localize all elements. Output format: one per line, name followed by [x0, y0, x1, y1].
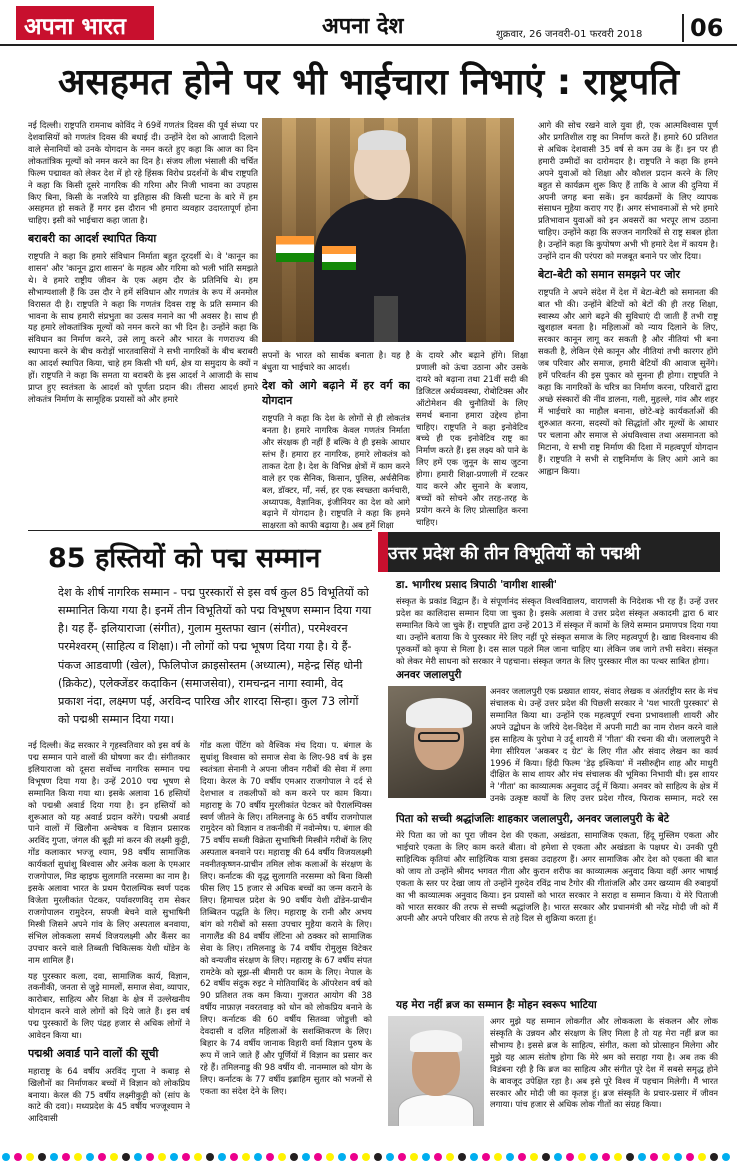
article-paragraph: अगर मुझे यह सम्मान लोकगीत और लोककला के संकलन और लोक संस्कृति के उन्नयन और संरक्षण के लिए मिला है तो यह मेरा नहीं ब्रज का सौभाग्य है। इससे ब्रज के साहित्य, संगीत, कला को प्रोत्साहन मिलेगा और मुझे यह आत्म संतोष होगा कि मेरे श्रम को सराहा गया है। अब तक की विडंबना रही है कि ब्रज का साहित्य और संगीत पूरे देश में सबसे समृद्ध होने के बावजूद उपेक्षित रहा है। अब इसे पूरे विश्व में पहचान मिलेगी। मैं भारत सरकार और मोदी जी का कृतज्ञ हूं। ब्रज संस्कृति के प्रचार-प्रसार में जीवन लगाया। पांच हजार से अधिक लोक गीतों का संग्रह किया। — [490, 1016, 718, 1110]
registration-dot — [710, 1153, 718, 1161]
portrait-hair — [406, 698, 472, 728]
section-divider — [28, 530, 372, 531]
indian-flag-icon — [322, 246, 356, 270]
article-paragraph: राष्ट्रपति ने अपने संदेश में देश में बेटा-बेटी को समानता की बात भी की। उन्होंने बेटियों को बेटों की ही तरह शिक्षा, स्वास्थ्य और आगे बढ़ने की सुविधाएं दी जाती हैं तभी राष्ट्र खुशहाल बनता है। महिलाओं को न्याय दिलाने के लिए, सरकार कानून लागू कर सकती है और नीतियां भी बना सकती है, लेकिन ऐसे कानून और नीतियां तभी कारगर होंगे जब परिवार और समाज, हमारी बेटियों की आवाज सुनेंगे। हमें परिवर्तन की इस पुकार को सुनना ही होगा। राष्ट्रपति ने कहा कि नागरिकों के चरित्र का निर्माण करना, परिवारों द्वारा अच्छे संस्कारों की नींव डालना, गली, मुहल्ले, गांव और शहर में भाईचारे का माहौल बनाना, छोटे-बड़े कार्यकर्ताओं की शुरुआत करना, सदस्यों को सिद्धांतों और मूल्यों के आधार पर चलाना और समाज से अंधविश्वास तथा असमानता को मिटाना, ये सभी राष्ट्र निर्माण की दिशा में महत्वपूर्ण योगदान हैं। राष्ट्रपति ने सभी से राष्ट्रनिर्माण के लिए आगे आने का आह्वान किया। — [538, 286, 718, 476]
tribute-heading: पिता को सच्ची श्रद्धांजलिः शाहकार जलालपुरी, अनवर जलालपुरी के बेटे — [396, 813, 670, 825]
mohan-heading: यह मेरा नहीं ब्रज का सम्मान हैः मोहन स्वरूप भाटिया — [396, 999, 597, 1011]
anwar-heading: अनवर जलालपुरी — [396, 669, 462, 681]
article-paragraph: यह पुरस्कार कला, दवा, सामाजिक कार्य, विज्ञान, तकनीकी, जनता से जुड़े मामलों, समाज सेवा, व्यापार, कारोबार, साहित्य और शिक्षा के क्षेत्र में उल्लेखनीय योगदान करने वाले लोगों को दिये जाते हैं। इस वर्ष पद्म पुरस्कारों के लिए पंद्रह हजार से अधिक लोगों ने आवेदन किया था। — [28, 970, 190, 1041]
anwar-jalalpuri-photo — [388, 686, 486, 798]
registration-dot — [266, 1153, 274, 1161]
article-paragraph: अनवर जलालपुरी एक प्रख्यात शायर, संवाद लेखक व अंतर्राष्ट्रीय स्तर के मंच संचालक थे। उन्हें उत्तर प्रदेश की पिछली सरकार ने 'यश भारती पुरस्कार' से सम्मानित किया था। उन्होंने एक महत्वपूर्ण रचना प्रभावशाली शायरी और अपने उद्बोधन के जरिये देश-विदेश में अपनी माटी का नाम रोशन करने वाले इस साहित्य के पुरोधा ने उर्दू शायरी में 'गीता' की रचना की थी। जलालपुरी ने मेगा सीरियल 'अकबर द ग्रेट' के लिए गीत और संवाद लेखन का कार्य 1996 में किया। हिंदी फिल्म 'डेढ़ इश्किया' में नसीरुद्दीन शाह और माधुरी दीक्षित के साथ शायर और मंच संचालक की भूमिका निभायी थी। इस शायर ने 'गीता' का काव्यात्मक अनुवाद उर्दू में किया। अनवर को साहित्य के क्षेत्र में उनके उत्कृष्ट कार्यों के लिए उत्तर प्रदेश गौरव, फिराक सम्मान, मदरे रस — [490, 686, 718, 804]
article-paragraph: संस्कृत के प्रकांड विद्वान हैं। वे संपूर्णानंद संस्कृत विश्वविद्यालय, वाराणसी के निदेशक भी रह हैं। उन्हें उत्तर प्रदेश का कालिदास सम्मान दिया जा चुका है। इसके अलावा वे उत्तर प्रदेश संस्कृत अकादमी द्वारा 6 बार सम्मानित किये जा चुके हैं। राष्ट्रपति द्वारा उन्हें 2013 में संस्कृत में कामों के लिये सम्मान प्रमाणपत्र दिया गया था। उन्होंने बताया कि ये पुरस्कार मेरे लिए नहीं पूरे संस्कृत समाज के लिए महत्वपूर्ण है। खाद्य विश्वनाथ की पूरुकर्मों को कृपा से मिला है। दस साल पहले मिल जाना चाहिए था। लेकिन जब जागे तभी सवेरा। संस्कृत को लेकर मेरी साधना को सरकार ने पहचाना। संस्कृत जगत के लिए पुरस्कार मील का पत्थर साबित होगा। — [396, 596, 718, 666]
registration-dot — [62, 1153, 70, 1161]
registration-dot — [194, 1153, 202, 1161]
registration-dot — [674, 1153, 682, 1161]
registration-dot — [410, 1153, 418, 1161]
registration-dot — [446, 1153, 454, 1161]
registration-dot — [122, 1153, 130, 1161]
registration-dot — [218, 1153, 226, 1161]
article-paragraph: सपनों के भारत को सार्थक बनाता है। यह है बंधुता या भाईचारे का आदर्श। — [262, 350, 410, 372]
registration-dot — [722, 1153, 730, 1161]
subheading: बराबरी का आदर्श स्थापित किया — [28, 232, 157, 246]
mohan-text — [490, 1016, 718, 1146]
article-paragraph: राष्ट्रपति ने कहा कि देश के लोगों से ही लोकतंत्र बनता है। हमारे नागरिक केवल गणतंत्र निर्माता और संरक्षक ही नहीं हैं बल्कि वे ही इसके आधार स्तंभ हैं। हमारा हर नागरिक, हमारे लोकतंत्र को ताकत देता है। देश के विभिन्न क्षेत्रों में काम करने वाले हर एक सैनिक, किसान, पुलिस, अर्धसैनिक बल, डॉक्टर, माँ, नर्स, हर एक स्वच्छता कर्मचारी, अध्यापक, वैज्ञानिक, इंजीनियर का देश को आगे बढ़ाने में योगदान है। राष्ट्रपति ने कहा कि हमने साक्षरता को काफी बढ़ाया है। अब हमें शिक्षा — [262, 413, 410, 531]
article-paragraph: मेरे पिता का जो का पूरा जीवन देश की एकता, अखंडता, सामाजिक एकता, हिंदू मुस्लिम एकता और भाईचारे एकता के लिए काम करते बीता। वो हमेशा से एकता और अखंडता के पक्षधर थे। उनकी पूरी साहित्यिक कृतियां और साहित्यिक यात्रा इसका उदाहरण हैं। अगर सामाजिक और देश को एकता की बात को जाय तो उन्होंने श्रीमद भगवत गीता और कुरान शरीफ का काव्यात्मक अनुवाद किया वहीं अगर भाषाई एकता के स्तर पर देखा जाय तो उन्होंने गुरुदेव रविंद्र नाथ टैगोर की गीतांजलि और उमर खय्याम की रुबाइयों का भी काव्यात्मक अनुवाद किया। इन प्रयासों को भारत सरकार ने सराहा व सम्मान किया। ये मेरे पिताजी को भारत सरकार की तरफ से सच्ची श्रद्धांजलि है। भारत सरकार और प्रधानमंत्री श्री नरेंद्र मोदी जी को मैं अपनी और अपने परिवार की तरफ से तहे दिल से शुक्रिया करता हूं। — [396, 830, 718, 924]
president-hair — [358, 130, 406, 150]
section-name: अपना देश — [322, 14, 404, 39]
registration-dot — [74, 1153, 82, 1161]
article-paragraph: राष्ट्रपति ने कहा कि हमारे संविधान निर्माता बहुत दूरदर्शी थे। वे 'कानून का शासन' और 'कानून द्वारा शासन' के महत्व और गरिमा को भली भांति समझते थे। वे हमारे राष्ट्रीय जीवन के एक अहम दौर के प्रतिनिधि थे। हम सौभाग्यशाली हैं कि उस दौर ने हमें संविधान और गणतंत्र के रूप में अनमोल विरासत दी है। राष्ट्रपति ने कहा कि गणतंत्र दिवस राष्ट्र के प्रति सम्मान की भावना के साथ हमारी संप्रभुता का उत्सव मनाने का भी अवसर है। साथ ही यह हमारे लोकतांत्रिक मूल्यों को नमन करने का भी दिन है। उन्होंने कहा कि संविधान का निर्माण करने, उसे लागू करने और भारत के गणराज्य की स्थापना करने के बीच करोड़ों भारतवासियों ने सभी नागरिकों के बीच बराबरी का आदर्श स्थापित किया, चाहे हम किसी भी धर्म, क्षेत्र या समुदाय के क्यों न हों। राष्ट्रपति ने कहा कि समता या बराबरी के इस आदर्श ने आजादी के साथ प्राप्त हुए स्वतंत्रता के आदर्श को पूर्णता प्रदान की। तीसरा आदर्श हमारे लोकतंत्र निर्माण के सामूहिक प्रयासों को और हमारे — [28, 250, 258, 404]
main-story-column-3 — [416, 350, 528, 534]
registration-dot — [50, 1153, 58, 1161]
microphone-icon — [374, 296, 398, 342]
registration-dot — [230, 1153, 238, 1161]
registration-dot — [518, 1153, 526, 1161]
registration-dot — [662, 1153, 670, 1161]
registration-dot — [566, 1153, 574, 1161]
portrait-body — [398, 1094, 474, 1126]
tribute-text — [396, 830, 718, 998]
registration-dot — [434, 1153, 442, 1161]
mohan-swaroop-bhatia-photo — [388, 1016, 484, 1126]
registration-dot — [182, 1153, 190, 1161]
registration-dot — [26, 1153, 34, 1161]
registration-dot — [650, 1153, 658, 1161]
padma-column-2 — [200, 740, 372, 1146]
shastri-heading: डा. भागीरथ प्रसाद त्रिपाठी 'वागीश शास्त्री' — [396, 579, 557, 591]
subheading: देश को आगे बढ़ाने में हर वर्ग का योगदान — [262, 378, 410, 408]
anwar-text-right — [490, 686, 718, 804]
registration-dot — [242, 1153, 250, 1161]
indian-flag-icon — [276, 236, 314, 262]
registration-dot — [134, 1153, 142, 1161]
registration-dot — [302, 1153, 310, 1161]
registration-dot — [458, 1153, 466, 1161]
registration-dot — [374, 1153, 382, 1161]
dateline: शुक्रवार, 26 जनवरी-01 फरवरी 2018 — [496, 29, 643, 40]
registration-dot — [602, 1153, 610, 1161]
registration-dot — [254, 1153, 262, 1161]
article-paragraph: आगे की सोच रखने वाले युवा ही, एक आत्मविश्वास पूर्ण और प्रगतिशील राष्ट्र का निर्माण करते हैं। हमारे 60 प्रतिशत से अधिक देशवासी 35 वर्ष से कम उम्र के हैं। इन पर ही हमारी उम्मीदों का दारोमदार है। राष्ट्रपति ने कहा कि हमने अपने युवाओं को शिक्षा और कौशल प्रदान करने के लिए बहुत से कार्यक्रम शुरू किए हैं ताकि वे आज की दुनिया में अपनी जगह बना सकें। इन कार्यक्रमों के लिए व्यापक संसाधन मुहैया कराए गए हैं। अगर संभावनाओं से भरे हमारे प्रतिभावान युवाओं को इन अवसरों का भरपूर लाभ उठाना चाहिए। उन्होंने कहा कि सज्जन नागरिकों से राष्ट्र सबल होता है। उन्होंने कहा कि कुपोषण अभी भी हमारे देश में कायम है। उन्होंने दान की परंपरा को मजबूत बनाने पर जोर दिया। — [538, 120, 718, 262]
main-story-column-4 — [538, 120, 718, 534]
registration-dot — [338, 1153, 346, 1161]
registration-dot — [350, 1153, 358, 1161]
registration-dot — [542, 1153, 550, 1161]
registration-dot — [626, 1153, 634, 1161]
registration-dot — [698, 1153, 706, 1161]
registration-dot — [578, 1153, 586, 1161]
main-story-column-1 — [28, 120, 258, 534]
article-paragraph: के दायरे और बढ़ाने होंगे। शिक्षा प्रणाली को ऊंचा उठाना और उसके दायरे को बढ़ाना तथा 21वीं सदी की डिजिटल अर्थव्यवस्था, रोबोटिक्स और ऑटोमेशन की चुनौतियों के लिए समर्थ बनाना हमारा उद्देश्य होना चाहिए। राष्ट्रपति ने कहा इनोवेटिव बच्चे ही एक इनोवेटिव राष्ट्र का निर्माण करते हैं। इस लक्ष्य को पाने के लिए हमें एक जुनून के साथ जुटना होगा। हमारी शिक्षा-प्रणाली में रटकर याद करने और सुनाने के बजाय, बच्चों को सोचने और तरह-तरह के प्रयोग करने के लिए प्रोत्साहित करना चाहिए। — [416, 350, 528, 527]
registration-dot — [482, 1153, 490, 1161]
registration-dot — [86, 1153, 94, 1161]
registration-dot — [170, 1153, 178, 1161]
article-paragraph: गोंड कला पेंटिंग को वैश्विक मंच दिया। प. बंगाल के सुधांशु विश्वास को समाज सेवा के लिए-98 वर्ष के इस स्वतंत्रता सेनानी ने अपना जीवन गरीबों की सेवा में लगा दिया। केरल के 70 वर्षीय एमआर राजगोपाल ने दर्द से देशभाल व तकलीफों को कम करने पर काम किया। महाराष्ट्र के 70 वर्षीय मुरलीकांत पेटकर को पैरालम्पिक्स स्वर्ण जीतने के लिए। तमिलनाडु के 65 वर्षीय राजगोपाल रामुदेरन को विज्ञान व तकनीकी में नवोन्मेष। प. बंगाल की 75 वर्षीय सब्जी विक्रेता सुभाषिनी मिस्त्रीने गरीबों के लिए अस्पताल बनवाने पर। महाराष्ट्र की 64 वर्षीय विजयलक्ष्मी नवनीतकृष्णन-प्राचीन तमिल लोक कलाओं के संरक्षण के लिए। कर्नाटक की वृद्ध सुलागति नरसम्मा को बिना किसी फीस लिए 15 हजार से अधिक बच्चों का जन्म कराने के लिए। हिमाचल प्रदेश के 90 वर्षीय येशी ढोंडेन-प्राचीन तिब्बितन पद्धति के लिए। महाराष्ट्र के रानी और अभय बांग को गरीबों को सस्ता उपचार मुहैया कराने के लिए। नागालैंड की 84 वर्षीय लेंटिना ओ ठक्कर को सामाजिक सेवा के लिए। तमिलनाडु के 74 वर्षीय रोमुलुस विटेकर को वन्यजीव संरक्षण के लिए। महाराष्ट्र के 67 वर्षीय संपत रामटेके को सूझ-सी बीमारी पर काम के लिए। नेपाल के 62 वर्षीय संदुक रुइट ने मोतियाबिंद के ऑपरेशन वर्ष को 90 प्रतिशत तक कम किया। गुजरात आयोग की 38 वर्षीय नाफ़ाज़ नवरतवाड़ को धोन को लोकप्रिय बनाने के लिए। कर्नाटक की 60 वर्षीय सितव्वा जोडुत्ती को देवदासी व दलित महिलाओं के सशक्तिकरण के लिए। बिहार के 74 वर्षीय जानाक विहारी वर्मा विज्ञान पुरुष के रूप में जाने जाते हैं और पूर्णियों में विज्ञान का प्रसार कर रहे हैं। तमिलनाडु की 98 वर्षीय वी. नानम्माल को योग के लिए। कर्नाटक के 77 वर्षीय इब्राहिम सुतार को भजनों से एकता का संदेश देने के लिए। — [200, 740, 372, 1096]
padma-headline: 85 हस्तियों को पद्म सम्मान — [48, 543, 321, 574]
registration-dot — [530, 1153, 538, 1161]
registration-dot — [362, 1153, 370, 1161]
registration-dot — [314, 1153, 322, 1161]
up-padmashri-banner — [378, 532, 720, 572]
registration-dot — [494, 1153, 502, 1161]
article-paragraph: महाराष्ट्र के 64 वर्षीय अरविंद गुप्ता ने कबाड़ से खिलौनों का निर्माणकर बच्चों में विज्ञान को लोकप्रिय बनाया। केरल की 75 वर्षीय लक्ष्मीकुट्टी को (सांप के काटे की दवा)। मध्यप्रदेश के 45 वर्षीय भज्जूश्याम ने आदिवासी — [28, 1065, 190, 1124]
portrait-hair — [410, 1030, 462, 1052]
glasses-icon — [418, 732, 460, 742]
subheading: पद्मश्री अवार्ड पाने वालों की सूची — [28, 1047, 159, 1061]
main-headline: असहमत होने पर भी भाईचारा निभाएं : राष्ट्रपति — [57, 62, 680, 103]
registration-dot — [614, 1153, 622, 1161]
registration-dot — [686, 1153, 694, 1161]
registration-dot — [386, 1153, 394, 1161]
print-color-bar — [0, 1148, 737, 1160]
registration-dot — [158, 1153, 166, 1161]
registration-dot — [506, 1153, 514, 1161]
president-photo — [262, 118, 514, 342]
registration-dot — [326, 1153, 334, 1161]
registration-dot — [290, 1153, 298, 1161]
page-number: 06 — [682, 14, 723, 42]
registration-dot — [470, 1153, 478, 1161]
registration-dot — [2, 1153, 10, 1161]
main-story-column-2 — [262, 350, 410, 534]
registration-dot — [98, 1153, 106, 1161]
registration-dot — [398, 1153, 406, 1161]
registration-dot — [38, 1153, 46, 1161]
padma-column-1 — [28, 740, 190, 1146]
subheading: बेटा-बेटी को समान समझने पर जोर — [538, 268, 681, 282]
article-paragraph: नई दिल्ली। राष्ट्रपति रामनाथ कोविंद ने 69वें गणतंत्र दिवस की पूर्व संध्या पर देशवासियों को गणतंत्र दिवस की बधाई दी। उन्होंने देश को आजादी दिलाने वाले सेनानियों को उनके योगदान के नमन करते हुए कहा कि आज का दिन लोकतांत्रिक मूल्यों को नमन करने का दिन है। संजय लीला भंसाली की चर्चित फिल्म पद्मावत को लेकर देश में हो रहे हिंसक विरोध प्रदर्शनों के बीच राष्ट्रपति ने कहा कि किसी दूसरे नागरिक की गरिमा और निजी भावना का उपहास किए बिना, किसी के नजरिये या इतिहास की किसी घटना के बारे में हम असहमत हो सकते हैं मगर इस दौरान भी हमारा व्यवहार उदारतापूर्ण होना चाहिए। इसी को भाईचारा कहा जाता है। — [28, 120, 258, 226]
registration-dot — [146, 1153, 154, 1161]
newspaper-brand: अपना भारत — [16, 6, 154, 40]
registration-dot — [278, 1153, 286, 1161]
registration-dot — [14, 1153, 22, 1161]
masthead — [0, 0, 737, 46]
banner-accent — [378, 532, 388, 572]
registration-dot — [554, 1153, 562, 1161]
registration-dot — [638, 1153, 646, 1161]
article-paragraph: नई दिल्ली। केंद्र सरकार ने गृहस्वतिवार को इस वर्ष के पद्म सम्मान पाने वालों की घोषणा कर दी। संगीतकार इलियाराजा को दूसरा सर्वोच्च नागरिक सम्मान पद्म विभूषण दिया गया है। उन्हें 2010 पद्म भूषण से सम्मानित किया गया था। इसके अलावा 16 हस्तियों को पद्मश्री अवार्ड दिया गया है। इन हस्तियों को शुरूआत को यह अवार्ड प्रदान करेंगे। पद्मश्री अवार्ड पाने वालों में खिलौना अन्वेषक व विज्ञान प्रसारक अरविंद गुप्ता, जंगल की बूढ़ी मां करन की लक्ष्मी कुट्टी, गोंड कलाकार भज्जू श्याम, 98 वर्षीय सामाजिक कार्यकर्ता सुधांशु बिश्वास और अनेक कला के एमआर राजगोपाल, मिड व्हाइफ सुलागति नरसम्मा का नाम है। इसके अलावा भारत के प्रथम पैरालम्पिक स्वर्ण पदक विजेता मुरलीकांत पेटकर, पर्यावरणविद् राम सेकर राजगोपालन रामुदेरन, सफ्जी बेचने वाले सुभाषिनी मिस्त्री जिसने अपने गांव के लिए अस्पताल बनवाया, संभिल लोककला समर्थ विजयलक्ष्मी और कैंसर का उपचार करने वाले तिब्बती चिकित्सक येशी धोंडेन के नाम शामिल हैं। — [28, 740, 190, 965]
registration-dot — [110, 1153, 118, 1161]
padma-intro: देश के शीर्ष नागरिक सम्मान - पद्म पुरस्कारों से इस वर्ष कुल 85 विभूतियों को सम्मानित किया गया है। इनमें तीन विभूतियों को पद्म विभूषण सम्मान दिया गया है। यह हैं- इलियाराजा (संगीत), गुलाम मुस्तफा खान (संगीत), परमेश्वरन परमेश्वरम् (साहित्य व शिक्षा)। नौ लोगों को पद्म भूषण दिया गया है। ये हैं- पंकज आडवाणी (खेल), फिलिपोज क्राइसोस्तम (अध्यात्म), महेन्द्र सिंह धोनी (क्रिकेट), एलेक्जेंडर कदाकिन (समाजसेवा), रामचन्द्रन नागा स्वामी, वेद प्रकाश नंदा, लक्ष्मण पई, अरविन्द पारिख और शारदा सिन्हा। कुल 73 लोगों को पद्मश्री सम्मान दिया गया। — [58, 586, 372, 726]
registration-dot — [206, 1153, 214, 1161]
registration-dot — [590, 1153, 598, 1161]
registration-dot — [422, 1153, 430, 1161]
banner-title: उत्तर प्रदेश की तीन विभूतियों को पद्मश्री — [388, 544, 641, 564]
